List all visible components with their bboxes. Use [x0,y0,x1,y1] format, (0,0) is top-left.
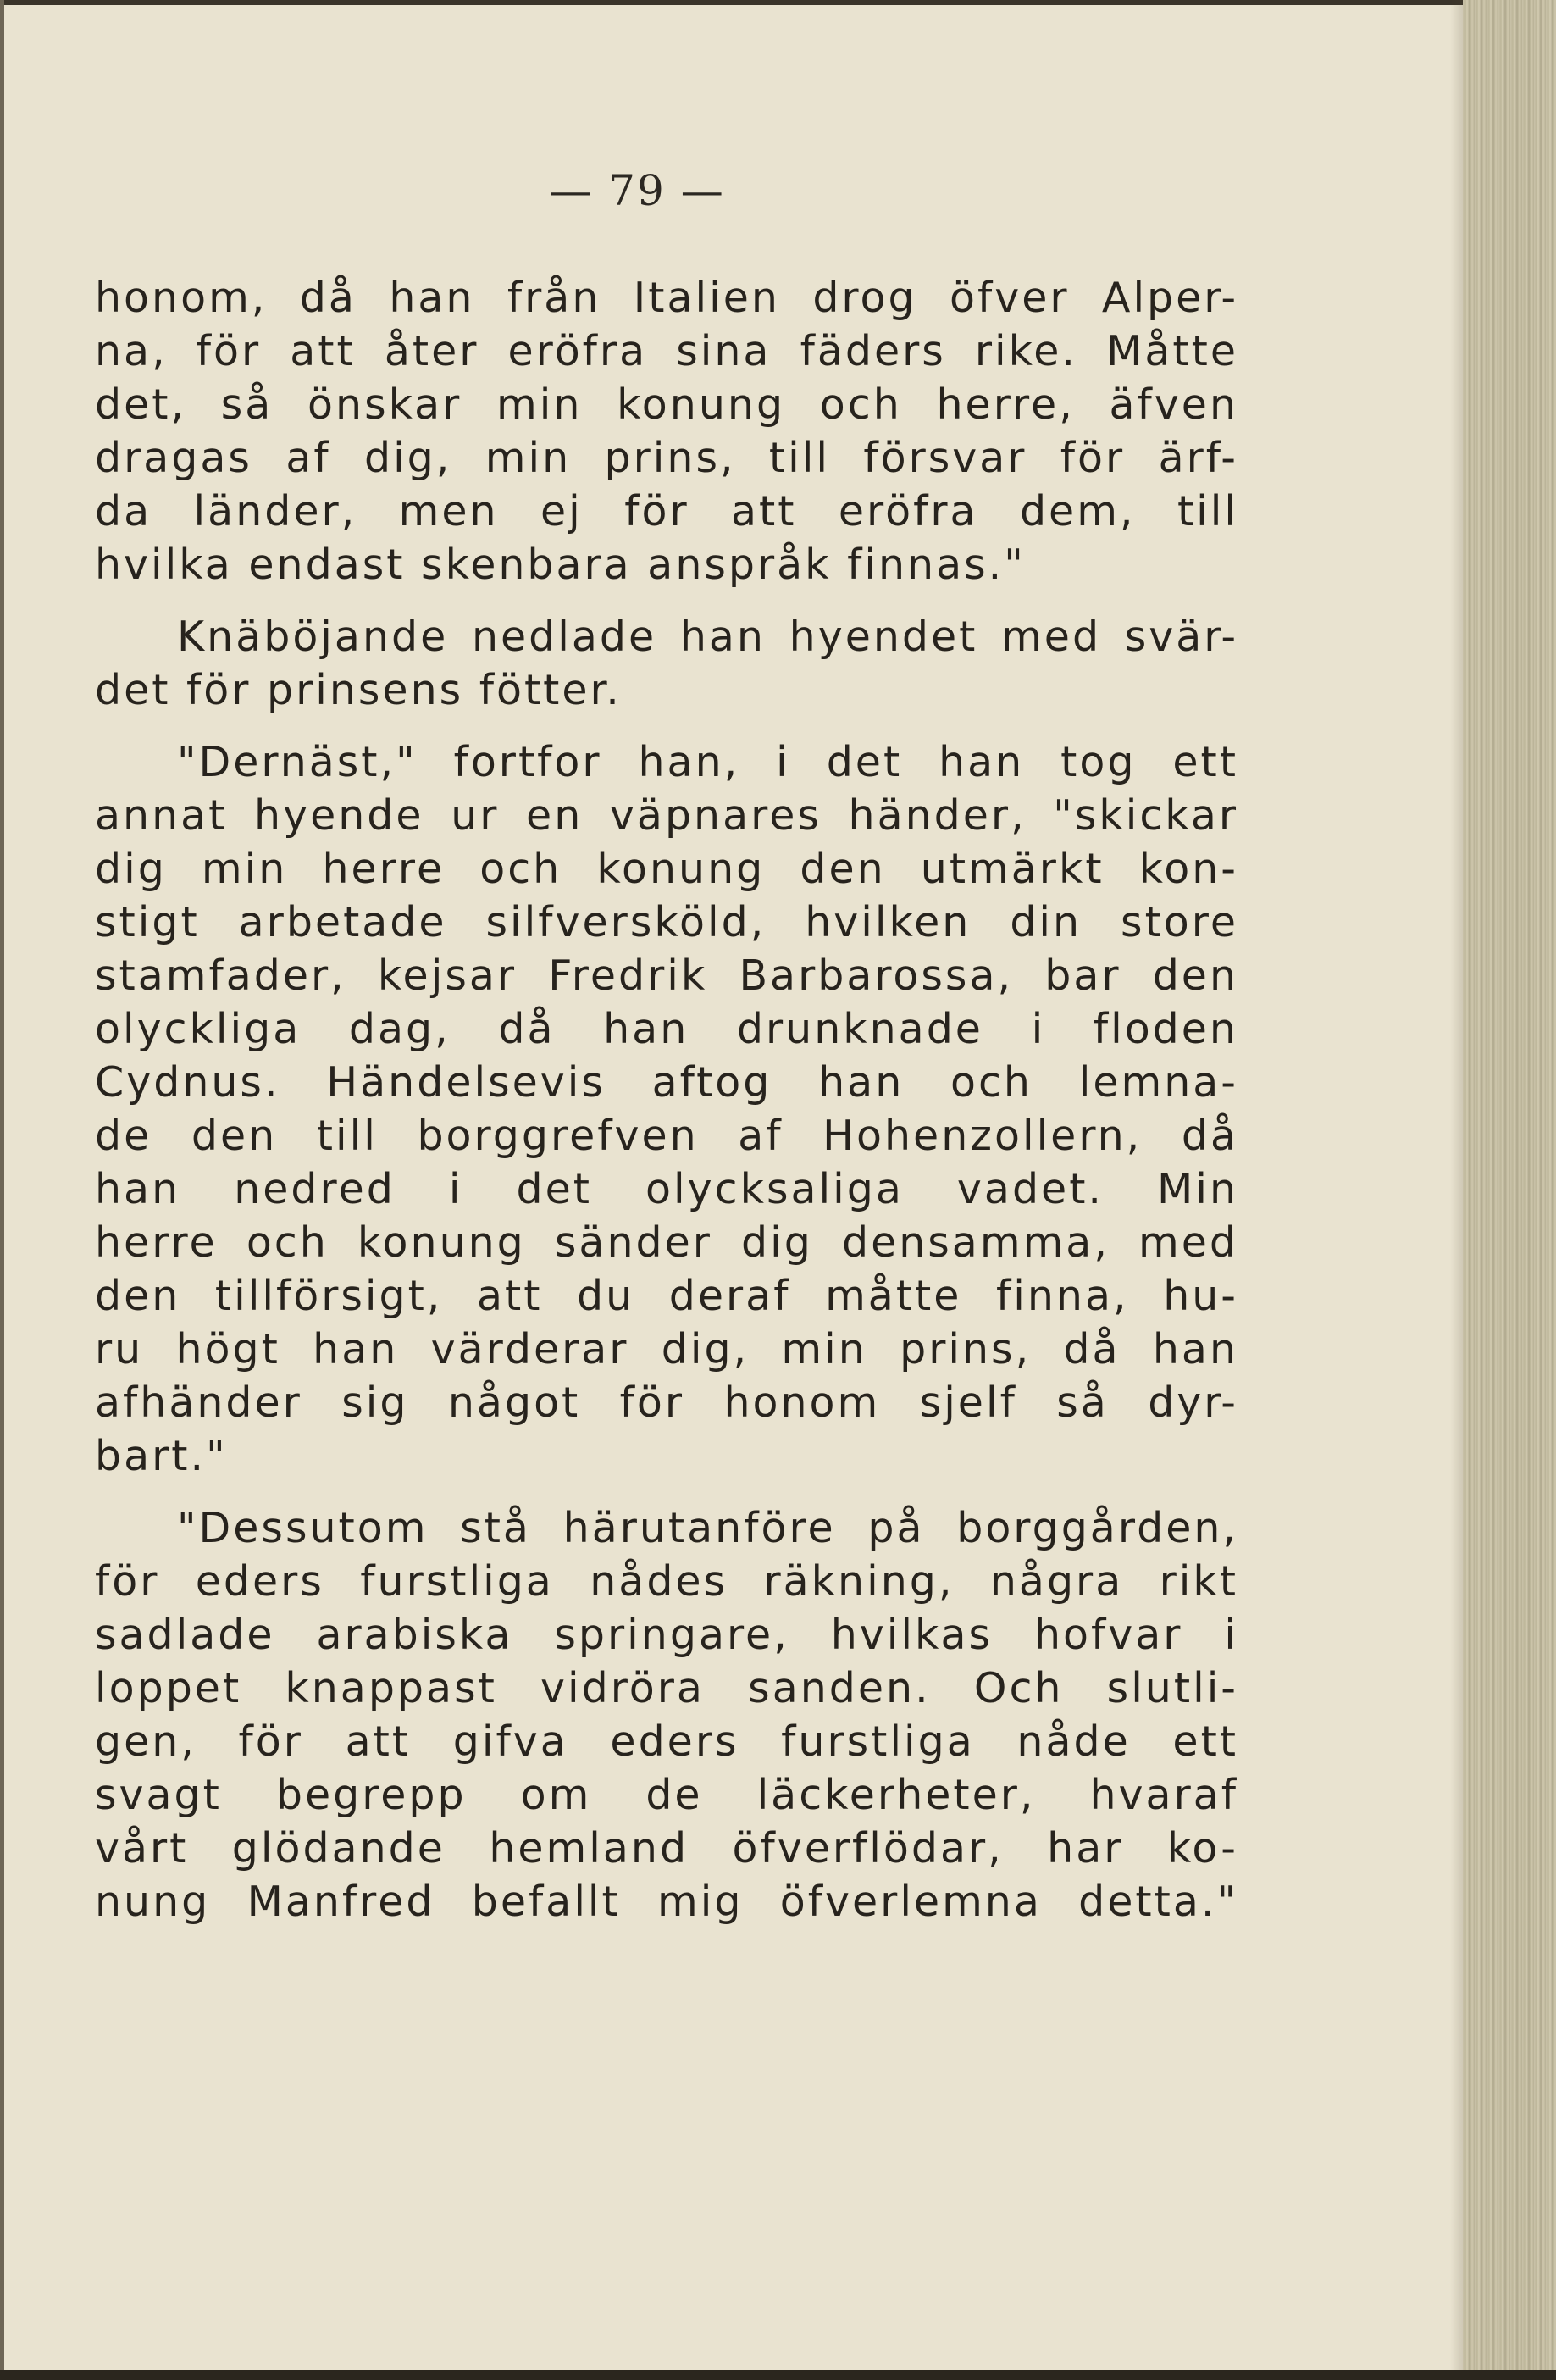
paragraph-gap [95,717,1238,735]
text-line: dig min herre och konung den utmärkt kon- [95,845,1238,893]
page-stack-edge [1463,0,1556,2380]
page-top-edge [0,0,1556,5]
text-line: svagt begrepp om de läckerheter, hvaraf [95,1771,1238,1819]
text-line: "Dernäst," fortfor han, i det han tog ett [177,738,1238,786]
paragraph-gap [95,1483,1238,1501]
text-line: sadlade arabiska springare, hvilkas hofvar i [95,1611,1238,1659]
text-line: han nedred i det olycksaliga vadet. Min [95,1165,1238,1213]
text-line: dragas af dig, min prins, till försvar för ärf- [95,434,1238,482]
text-line: stamfader, kejsar Fredrik Barbarossa, bar den [95,951,1238,1000]
text-line: för eders furstliga nådes räkning, några rikt [95,1557,1238,1606]
text-line: nung Manfred befallt mig öfverlemna detta." [95,1878,1238,1926]
paragraph-gap [95,591,1238,610]
text-line: det, så önskar min konung och herre, äfven [95,380,1238,429]
text-line: herre och konung sänder dig densamma, med [95,1218,1238,1267]
text-line: hvilka endast skenbara anspråk finnas." [95,541,1026,589]
page-left-edge [0,0,4,2380]
page-number: — 79 — [549,166,725,215]
text-line: da länder, men ej för att eröfra dem, till [95,487,1238,535]
text-line: vårt glödande hemland öfverflödar, har ko- [95,1824,1238,1872]
text-line: ru högt han värderar dig, min prins, då han [95,1325,1238,1373]
text-line: honom, då han från Italien drog öfver Alper- [95,274,1238,322]
text-line: gen, för att gifva eders furstliga nåde ett [95,1717,1238,1766]
text-line: Knäböjande nedlade han hyendet med svär- [177,613,1238,661]
text-line: loppet knappast vidröra sanden. Och slutli- [95,1664,1238,1712]
page-bottom-edge [0,2370,1556,2380]
text-line: olyckliga dag, då han drunknade i floden [95,1005,1238,1053]
text-line: stigt arbetade silfversköld, hvilken din store [95,898,1238,946]
text-line: annat hyende ur en väpnares händer, "skickar [95,791,1238,840]
text-line: na, för att åter eröfra sina fäders rike. Måtte [95,327,1238,375]
text-line: afhänder sig något för honom sjelf så dyr- [95,1379,1238,1427]
text-line: den tillförsigt, att du deraf måtte finna, hu- [95,1272,1238,1320]
text-line: det för prinsens fötter. [95,666,622,714]
text-line: de den till borggrefven af Hohenzollern, då [95,1112,1238,1160]
body-text [95,271,1238,1928]
text-line: "Dessutom stå härutanföre på borggården, [177,1504,1238,1552]
text-line: Cydnus. Händelsevis aftog han och lemna- [95,1058,1238,1107]
text-line: bart." [95,1432,228,1480]
